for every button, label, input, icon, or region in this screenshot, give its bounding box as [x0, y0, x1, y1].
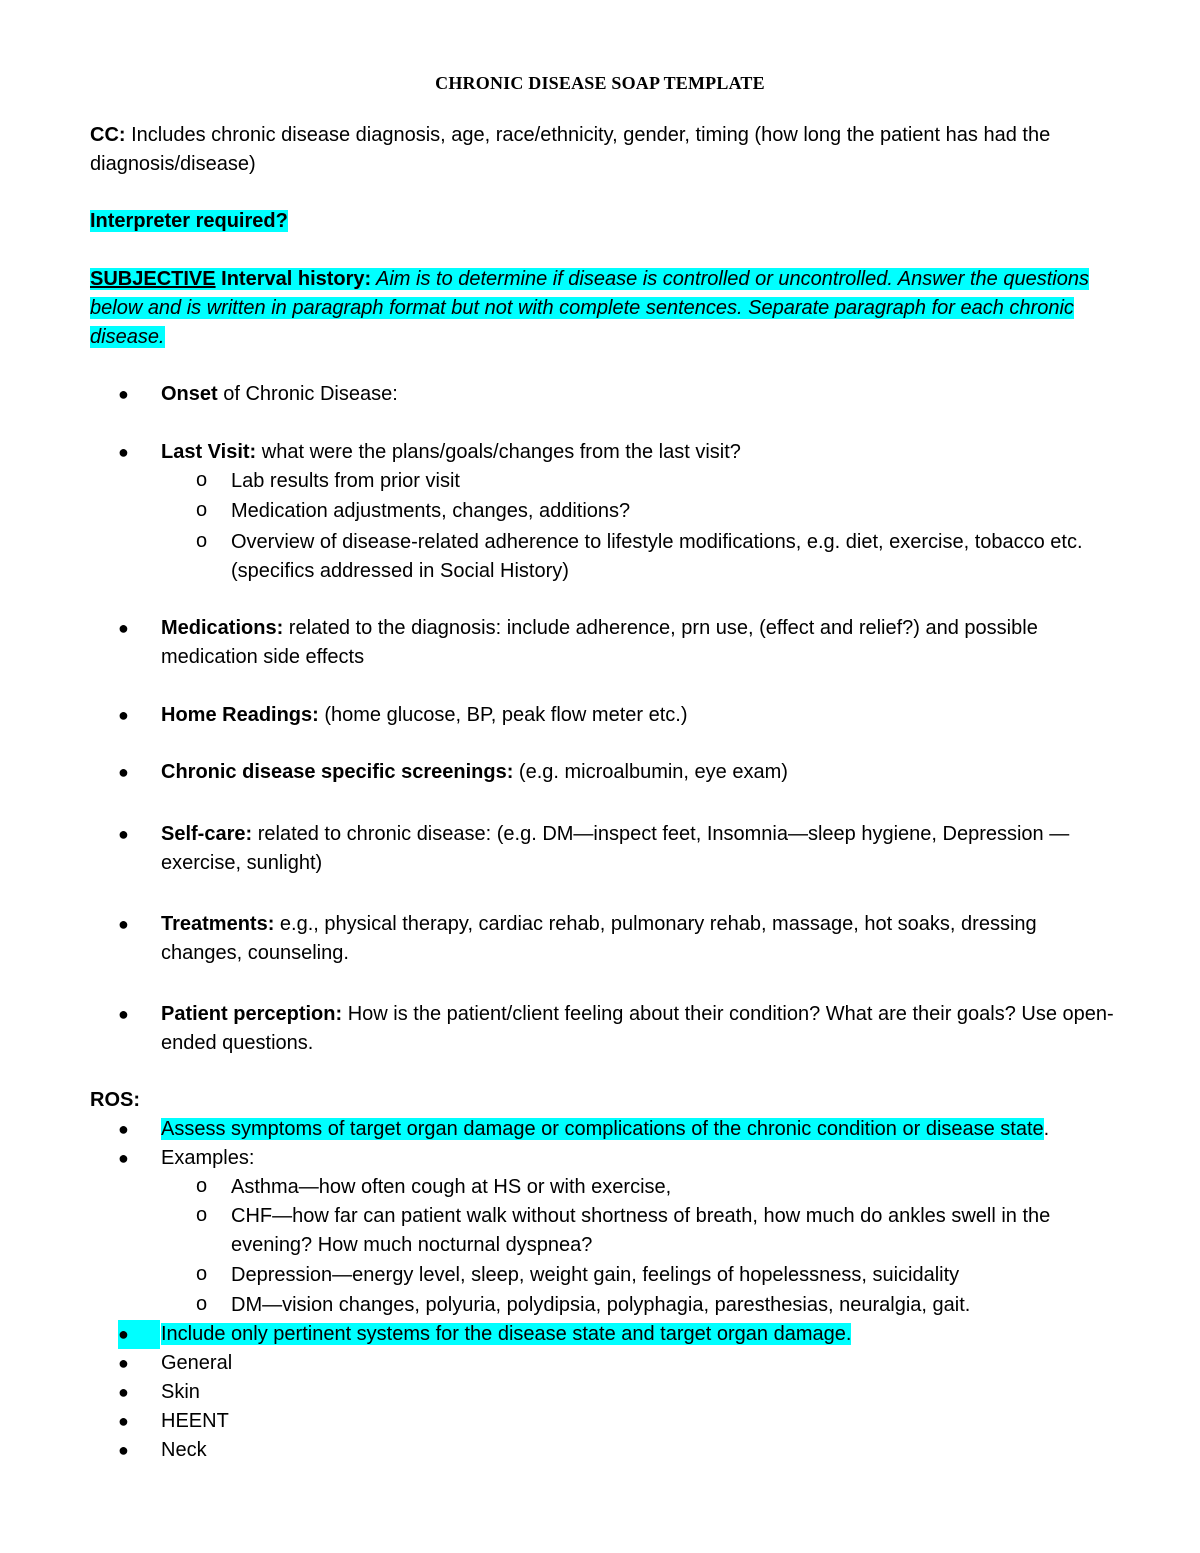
medications-label: Medications: [161, 617, 284, 639]
subjective-text: Aim is to determine if disease is controlled or uncontrolled. Answer the questions below and is written in paragraph format but not with complete sentences. Separate paragraph for each chronic disease. [90, 268, 1089, 348]
sub-bullet-icon: o [196, 530, 208, 552]
interval-history-label: Interval history: [215, 268, 372, 290]
onset-label: Onset [161, 383, 218, 405]
document-title: CHRONIC DISEASE SOAP TEMPLATE [435, 73, 765, 93]
bullet-icon: ● [118, 442, 129, 462]
ros-system-text: General [161, 1352, 233, 1374]
bullet-icon: ● [118, 1411, 129, 1431]
last-visit-text: what were the plans/goals/changes from the last visit? [256, 441, 741, 463]
bullet-icon: ● [118, 1382, 129, 1402]
subjective-paragraph [90, 265, 1120, 352]
bullet-icon: ● [118, 384, 129, 404]
bullet-icon: ● [118, 1119, 129, 1139]
bullet-icon: ● [118, 618, 129, 638]
sub-bullet-icon: o [196, 469, 208, 491]
sub-bullet-icon: o [196, 1175, 208, 1197]
sub-item-text: Medication adjustments, changes, additions? [231, 500, 631, 522]
perception-text: How is the patient/client feeling about their condition? What are their goals? Use open-ended questions. [161, 1003, 1114, 1054]
sub-bullet-icon: o [196, 1204, 208, 1226]
onset-text: of Chronic Disease: [217, 383, 398, 405]
bullet-icon: ● [118, 1440, 129, 1460]
ros-assess-text: Assess symptoms of target organ damage or complications of the chronic condition or disease state [161, 1118, 1044, 1140]
perception-label: Patient perception: [161, 1003, 343, 1025]
bullet-icon: ● [118, 1353, 129, 1373]
self-care-label: Self-care: [161, 823, 253, 845]
sub-item-text: Overview of disease-related adherence to lifestyle modifications, e.g. diet, exercise, tobacco etc. (specifics addressed in Social History) [231, 531, 1083, 582]
ros-include-only-text: Include only pertinent systems for the disease state and target organ damage. [161, 1323, 852, 1345]
sub-bullet-icon: o [196, 1293, 208, 1315]
sub-bullet-icon: o [196, 1263, 208, 1285]
interpreter-label: Interpreter required? [90, 210, 288, 232]
sub-bullet-icon: o [196, 499, 208, 521]
sub-item-text: Depression—energy level, sleep, weight gain, feelings of hopelessness, suicidality [231, 1264, 960, 1286]
bullet-icon: ● [118, 762, 129, 782]
treatments-label: Treatments: [161, 913, 275, 935]
ros-label: ROS: [90, 1089, 140, 1111]
home-readings-label: Home Readings: [161, 704, 319, 726]
sub-item-text: Lab results from prior visit [231, 470, 460, 492]
bullet-icon: ● [118, 705, 129, 725]
sub-item-text: CHF—how far can patient walk without shortness of breath, how much do ankles swell in the evening? How much nocturnal dyspnea? [231, 1205, 1051, 1256]
ros-heading [90, 1086, 1120, 1115]
screenings-text: (e.g. microalbumin, eye exam) [513, 761, 788, 783]
ros-system-text: Neck [161, 1439, 207, 1461]
bullet-icon: ● [118, 1148, 129, 1168]
bullet-icon: ● [118, 914, 129, 934]
self-care-text: related to chronic disease: (e.g. DM—inspect feet, Insomnia—sleep hygiene, Depression —exercise, sunlight) [161, 823, 1070, 874]
ros-assess-period: . [1043, 1118, 1050, 1140]
ros-system-text: Skin [161, 1381, 200, 1403]
bullet-icon: ● [118, 824, 129, 844]
cc-label: CC: [90, 124, 126, 146]
home-readings-text: (home glucose, BP, peak flow meter etc.) [318, 704, 688, 726]
cc-paragraph [90, 121, 1120, 179]
treatments-text: e.g., physical therapy, cardiac rehab, pulmonary rehab, massage, hot soaks, dressing changes, counseling. [161, 913, 1037, 964]
sub-item-text: Asthma—how often cough at HS or with exercise, [231, 1176, 672, 1198]
screenings-label: Chronic disease specific screenings: [161, 761, 514, 783]
ros-examples-label: Examples: [161, 1147, 255, 1169]
sub-item-text: DM—vision changes, polyuria, polydipsia, polyphagia, paresthesias, neuralgia, gait. [231, 1294, 971, 1316]
subjective-label: SUBJECTIVE [90, 268, 216, 290]
bullet-icon: ● [118, 1004, 129, 1024]
bullet-icon: ● [118, 1320, 160, 1349]
ros-system-text: HEENT [161, 1410, 229, 1432]
last-visit-label: Last Visit: [161, 441, 257, 463]
medications-text: related to the diagnosis: include adherence, prn use, (effect and relief?) and possible medication side effects [161, 617, 1038, 668]
interpreter-line [90, 207, 1120, 236]
cc-text: Includes chronic disease diagnosis, age, race/ethnicity, gender, timing (how long the patient has had the diagnosis/disease) [90, 124, 1051, 175]
